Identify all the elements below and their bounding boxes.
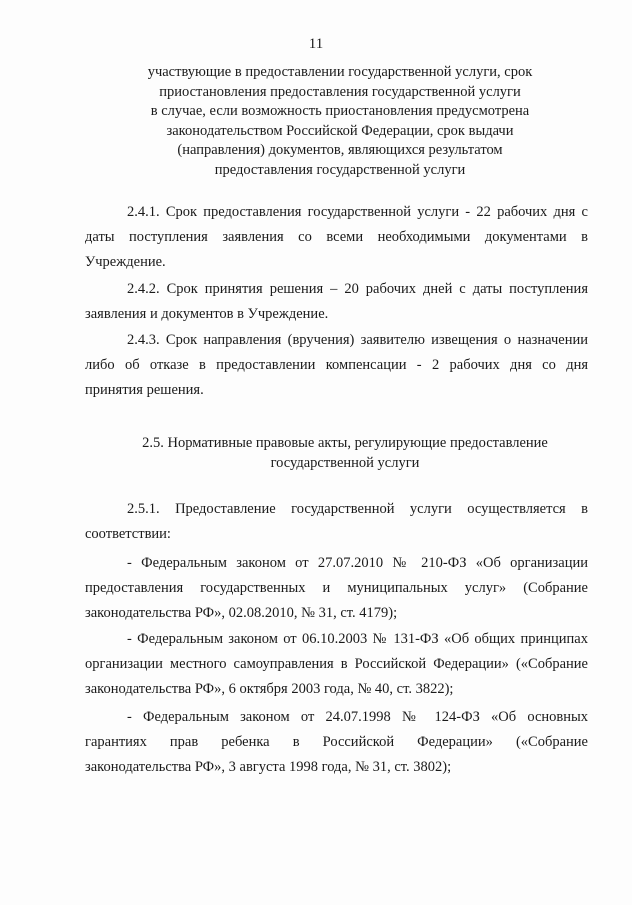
paragraph-2-4-2 [85, 277, 588, 327]
paragraph-line: 2.4.1. Срок предоставления государственной услуги - 22 рабочих дня с [127, 204, 588, 220]
paragraph-line: 2.5.1. Предоставление государственной услуги осуществляется в [127, 501, 588, 517]
paragraph-line: - Федеральным законом от 27.07.2010 № 210-ФЗ «Об организации [127, 555, 588, 571]
paragraph-2-4-1 [85, 200, 588, 275]
paragraph-line: 2.4.2. Срок принятия решения – 20 рабочих дней с даты поступления [127, 281, 588, 297]
law-item-131-fz [85, 627, 588, 702]
section-2-4-heading-continuation [60, 63, 620, 181]
paragraph-line: - Федеральным законом от 24.07.1998 № 124-ФЗ «Об основных [127, 709, 588, 725]
heading-line: приостановления предоставления государственной услуги [159, 83, 521, 100]
paragraph-line: заявления и документов в Учреждение. [85, 306, 329, 322]
paragraph-2-4-3 [85, 328, 588, 403]
paragraph-line: соответствии: [85, 526, 171, 542]
paragraph-2-5-1 [85, 497, 588, 547]
heading-line: предоставления государственной услуги [214, 161, 466, 178]
paragraph-line: предоставления государственных и муниципальных услуг» (Собрание [85, 580, 588, 596]
section-2-5-heading [50, 434, 632, 473]
paragraph-line: - Федеральным законом от 06.10.2003 № 131-ФЗ «Об общих принципах [127, 631, 588, 647]
paragraph-line: Учреждение. [85, 254, 166, 270]
page-number: 11 [308, 36, 324, 52]
paragraph-line: принятия решения. [85, 382, 204, 398]
paragraph-line: 2.4.3. Срок направления (вручения) заявителю извещения о назначении [127, 332, 588, 348]
heading-line: 2.5. Нормативные правовые акты, регулирующие предоставление [142, 435, 548, 451]
heading-line: законодательством Российской Федерации, срок выдачи [166, 122, 514, 139]
paragraph-line: законодательства РФ», 02.08.2010, № 31, ст. 4179); [85, 605, 398, 621]
paragraph-line: даты поступления заявления со всеми необходимыми документами в [85, 229, 588, 245]
law-item-210-fz [85, 551, 588, 626]
law-item-124-fz [85, 705, 588, 780]
paragraph-line: либо об отказе в предоставлении компенсации - 2 рабочих дня со дня [85, 357, 588, 373]
paragraph-line: организации местного самоуправления в Российской Федерации» («Собрание [85, 656, 588, 672]
heading-line: участвующие в предоставлении государственной услуги, срок [147, 64, 533, 80]
paragraph-line: законодательства РФ», 3 августа 1998 года, № 31, ст. 3802); [85, 759, 452, 775]
heading-line: (направления) документов, являющихся результатом [177, 142, 503, 159]
paragraph-line: законодательства РФ», 6 октября 2003 года, № 40, ст. 3822); [85, 681, 454, 697]
heading-line: в случае, если возможность приостановления предусмотрена [150, 103, 530, 120]
paragraph-line: гарантиях прав ребенка в Российской Федерации» («Собрание [85, 734, 588, 750]
heading-line: государственной услуги [270, 454, 420, 471]
